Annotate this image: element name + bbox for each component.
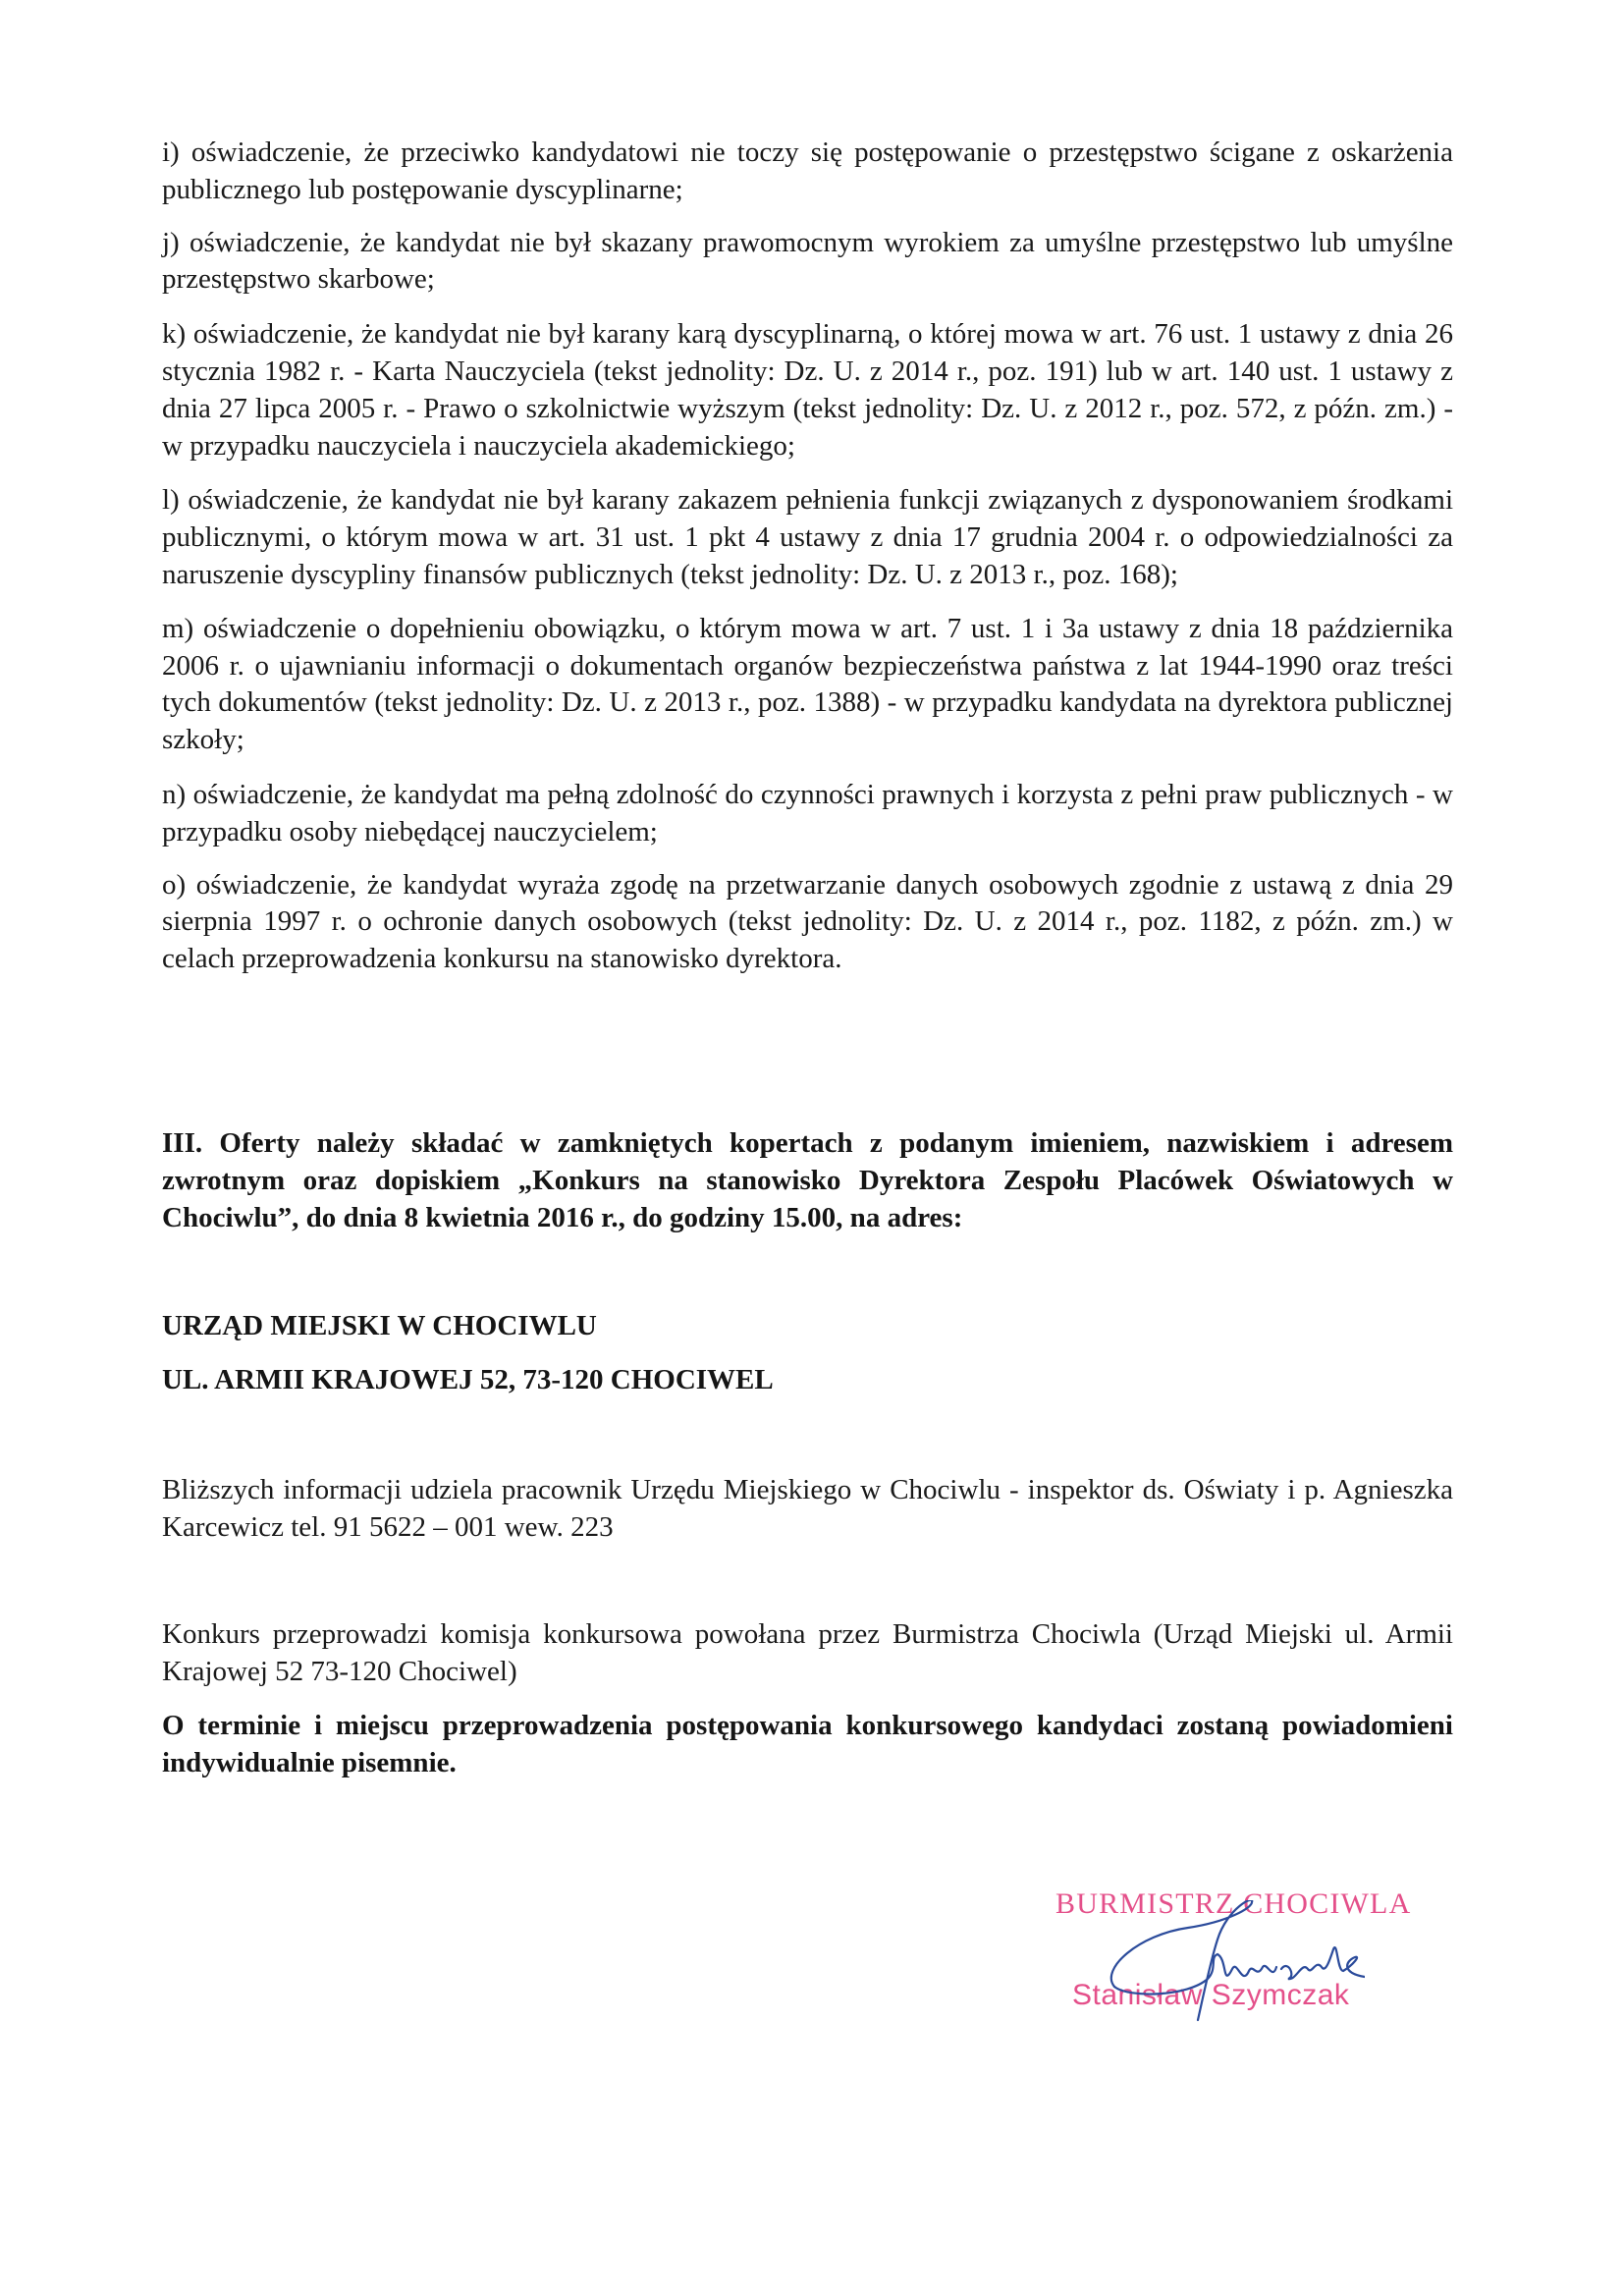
item-n: n) oświadczenie, że kandydat ma pełną zdolność do czynności prawnych i korzysta z pełni praw publicznych - w przypadku osoby niebędącej nauczycielem; bbox=[162, 778, 1453, 847]
item-m: m) oświadczenie o dopełnieniu obowiązku, o którym mowa w art. 7 ust. 1 i 3a ustawy z dnia 18 października 2006 r. o ujawnianiu informacji o dokumentach organów bezpieczeństwa państwa z lat 1944-1990 oraz treści tych dokumentów (tekst jednolity: Dz. U. z 2013 r., poz. 1388) - w przypadku kandydata na dyrektora publicznej szkoły; bbox=[162, 612, 1453, 756]
notice bbox=[162, 1708, 1453, 1782]
contact-info bbox=[162, 1472, 1453, 1547]
contact-info-text: Bliższych informacji udziela pracownik Urzędu Miejskiego w Chociwlu - inspektor ds. Oświaty i p. Agnieszka Karcewicz tel. 91 5622 – 001 wew. 223 bbox=[162, 1474, 1453, 1543]
address-line-2: UL. ARMII KRAJOWEJ 52, 73-120 CHOCIWEL bbox=[162, 1364, 774, 1395]
commission-info bbox=[162, 1616, 1453, 1691]
section-iii-text: III. Oferty należy składać w zamkniętych kopertach z podanym imieniem, nazwiskiem i adresem zwrotnym oraz dopiskiem „Konkurs na stanowisko Dyrektora Zespołu Placówek Oświatowych w Chociwlu”, do dnia 8 kwietnia 2016 r., do godziny 15.00, na adres: bbox=[162, 1127, 1453, 1233]
commission-info-text: Konkurs przeprowadzi komisja konkursowa powołana przez Burmistrza Chociwla (Urząd Miejski ul. Armii Krajowej 52 73-120 Chociwel) bbox=[162, 1618, 1453, 1687]
requirements-list bbox=[162, 135, 1453, 978]
item-j: j) oświadczenie, że kandydat nie był skazany prawomocnym wyrokiem za umyślne przestępstwo lub umyślne przestępstwo skarbowe; bbox=[162, 226, 1453, 296]
item-l: l) oświadczenie, że kandydat nie był karany zakazem pełnienia funkcji związanych z dysponowaniem środkami publicznymi, o którym mowa w art. 31 ust. 1 pkt 4 ustawy z dnia 17 grudnia 2004 r. o odpowiedzialności za naruszenie dyscypliny finansów publicznych (tekst jednolity: Dz. U. z 2013 r., poz. 168); bbox=[162, 484, 1453, 590]
signature-icon bbox=[1080, 1900, 1365, 2023]
item-o: o) oświadczenie, że kandydat wyraża zgodę na przetwarzanie danych osobowych zgodnie z ustawą z dnia 29 sierpnia 1997 r. o ochronie danych osobowych (tekst jednolity: Dz. U. z 2014 r., poz. 1182, z późn. zm.) w celach przeprowadzenia konkursu na stanowisko dyrektora. bbox=[162, 868, 1453, 975]
address-line-1: URZĄD MIEJSKI W CHOCIWLU bbox=[162, 1310, 597, 1341]
item-k: k) oświadczenie, że kandydat nie był karany karą dyscyplinarną, o której mowa w art. 76 ust. 1 ustawy z dnia 26 stycznia 1982 r. - Karta Nauczyciela (tekst jednolity: Dz. U. z 2014 r., poz. 191) lub w art. 140 ust. 1 ustawy z dnia 27 lipca 2005 r. - Prawo o szkolnictwie wyższym (tekst jednolity: Dz. U. z 2012 r., poz. 572, z późn. zm.) - w przypadku nauczyciela i nauczyciela akademickiego; bbox=[162, 318, 1453, 462]
section-iii bbox=[162, 1125, 1453, 1236]
stamp-name: Stanisław Szymczak bbox=[1072, 1979, 1350, 2011]
item-i: i) oświadczenie, że przeciwko kandydatowi nie toczy się postępowanie o przestępstwo ścigane z oskarżenia publicznego lub postępowanie dyscyplinarne; bbox=[162, 137, 1453, 205]
notice-text: O terminie i miejscu przeprowadzenia postępowania konkursowego kandydaci zostaną powiadomieni indywidualnie pisemnie. bbox=[162, 1710, 1453, 1778]
stamp-title: BURMISTRZ CHOCIWLA bbox=[1055, 1887, 1412, 1920]
